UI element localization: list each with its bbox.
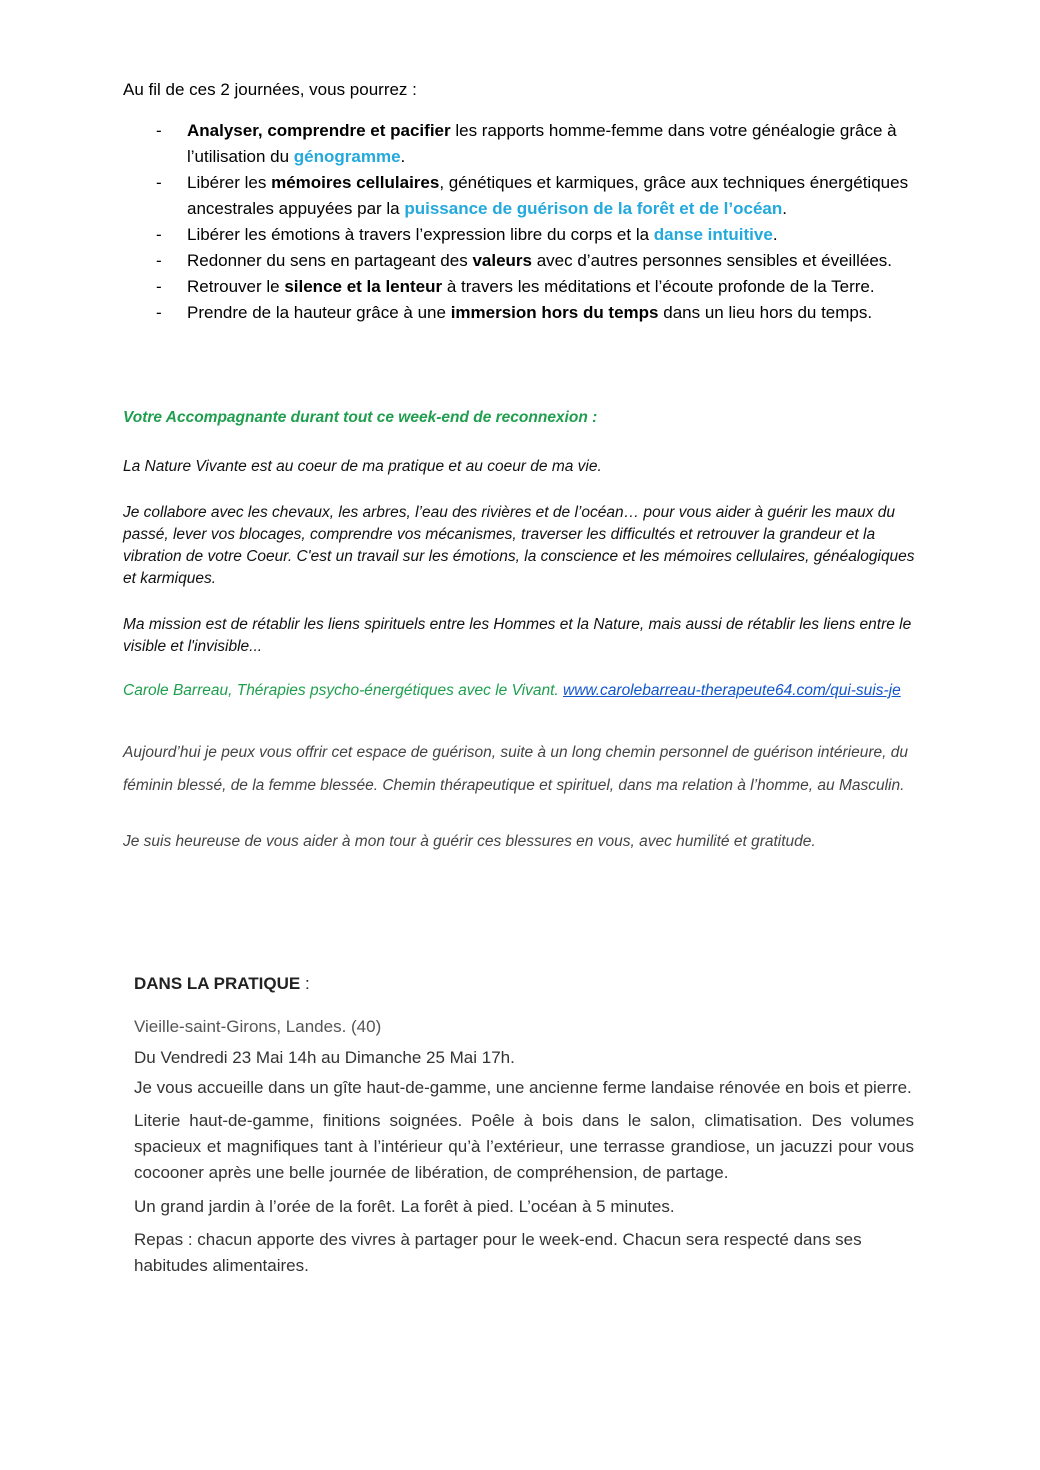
item-text: Prendre de la hauteur grâce à une [187, 303, 451, 322]
highlight-text: puissance de guérison de la forêt et de l’océan [404, 199, 783, 218]
intro-text: Au fil de ces 2 journées, vous pourrez : [123, 80, 417, 99]
list-item [150, 248, 930, 274]
list-item [150, 170, 930, 222]
bio-heading: Votre Accompagnante durant tout ce week-end de reconnexion : [123, 409, 598, 426]
bullet-dash: - [156, 121, 162, 140]
item-text: à travers les méditations et l’écoute profonde de la Terre. [442, 277, 875, 296]
signature-text: Carole Barreau, Thérapies psycho-énergétiques avec le Vivant. [123, 682, 563, 699]
bio-paragraph-2: Je collabore avec les chevaux, les arbres, l’eau des rivières et de l’océan… pour vous aider à guérir les maux du passé, lever vos blocages, comprendre vos mécanismes, traverser les difficultés et retrouver la grandeur et la vibration de votre Coeur. C'est un travail sur les émotions, la conscience et les mémoires cellulaires, généalogiques et karmiques. [123, 504, 915, 587]
item-text: Retrouver le [187, 277, 285, 296]
garden-text: Un grand jardin à l’orée de la forêt. La forêt à pied. L’océan à 5 minutes. [134, 1197, 675, 1216]
objectives-list [150, 118, 930, 326]
bio-paragraph-4: Aujourd’hui je peux vous offrir cet espace de guérison, suite à un long chemin personnel de guérison intérieure, du féminin blessé, de la femme blessée. Chemin thérapeutique et spirituel, dans ma relation à l’homme, au Masculin. [123, 744, 908, 794]
item-text: Redonner du sens en partageant des [187, 251, 473, 270]
item-text: . [400, 147, 406, 166]
bullet-dash: - [156, 173, 162, 192]
pratique-heading [134, 974, 310, 994]
bullet-dash: - [156, 225, 162, 244]
heading-colon: : [300, 974, 310, 993]
item-text: . [782, 199, 787, 218]
bio-paragraph-3: Ma mission est de rétablir les liens spirituels entre les Hommes et la Nature, mais aussi de rétablir les liens entre le visible et l'invisible... [123, 616, 912, 655]
dates-text: Du Vendredi 23 Mai 14h au Dimanche 25 Mai 17h. [134, 1048, 515, 1067]
highlight-text: danse intuitive [653, 225, 773, 244]
bio-paragraph-1: La Nature Vivante est au coeur de ma pratique et au coeur de ma vie. [123, 458, 602, 475]
item-text: les rapports homme-femme dans votre généalogie grâce à l’utilisation du [187, 121, 897, 166]
highlight-text: génogramme [293, 147, 401, 166]
bold-text: Analyser, comprendre et pacifier [187, 121, 451, 140]
item-text: dans un lieu hors du temps. [658, 303, 873, 322]
bold-text: mémoires cellulaires [271, 173, 440, 192]
list-item [150, 222, 930, 248]
item-text: avec d’autres personnes sensibles et éveillées. [531, 251, 893, 270]
list-item [150, 274, 930, 300]
list-item [150, 118, 930, 170]
section-title: DANS LA PRATIQUE [134, 974, 301, 993]
list-item [150, 300, 930, 326]
location-text: Vieille-saint-Girons, Landes. (40) [134, 1017, 382, 1036]
bold-text: silence et la lenteur [284, 277, 443, 296]
meals-text: Repas : chacun apporte des vivres à partager pour le week-end. Chacun sera respecté dans ses habitudes alimentaires. [134, 1230, 862, 1275]
signature-line [123, 682, 901, 700]
bullet-dash: - [156, 303, 162, 322]
amenities-text: Literie haut-de-gamme, finitions soignées. Poêle à bois dans le salon, climatisation. Des volumes spacieux et magnifiques tant à l’intérieur qu’à l’extérieur, une terrasse grandiose, un jacuzzi pour vous cocooner après une belle journée de libération, de compréhension, de partage. [134, 1111, 914, 1182]
website-link[interactable]: www.carolebarreau-therapeute64.com/qui-suis-je [563, 682, 901, 699]
bullet-dash: - [156, 277, 162, 296]
bold-text: valeurs [472, 251, 532, 270]
bold-text: immersion hors du temps [450, 303, 659, 322]
item-text: Libérer les émotions à travers l’expression libre du corps et la [187, 225, 654, 244]
item-text: . [772, 225, 778, 244]
item-text: Libérer les [187, 173, 272, 192]
bullet-dash: - [156, 251, 162, 270]
accommodation-text: Je vous accueille dans un gîte haut-de-gamme, une ancienne ferme landaise rénovée en bois et pierre. [134, 1078, 912, 1097]
item-text: , génétiques et karmiques, grâce aux techniques énergétiques ancestrales appuyées par la [187, 173, 909, 218]
bio-paragraph-5: Je suis heureuse de vous aider à mon tour à guérir ces blessures en vous, avec humilité et gratitude. [123, 833, 816, 850]
